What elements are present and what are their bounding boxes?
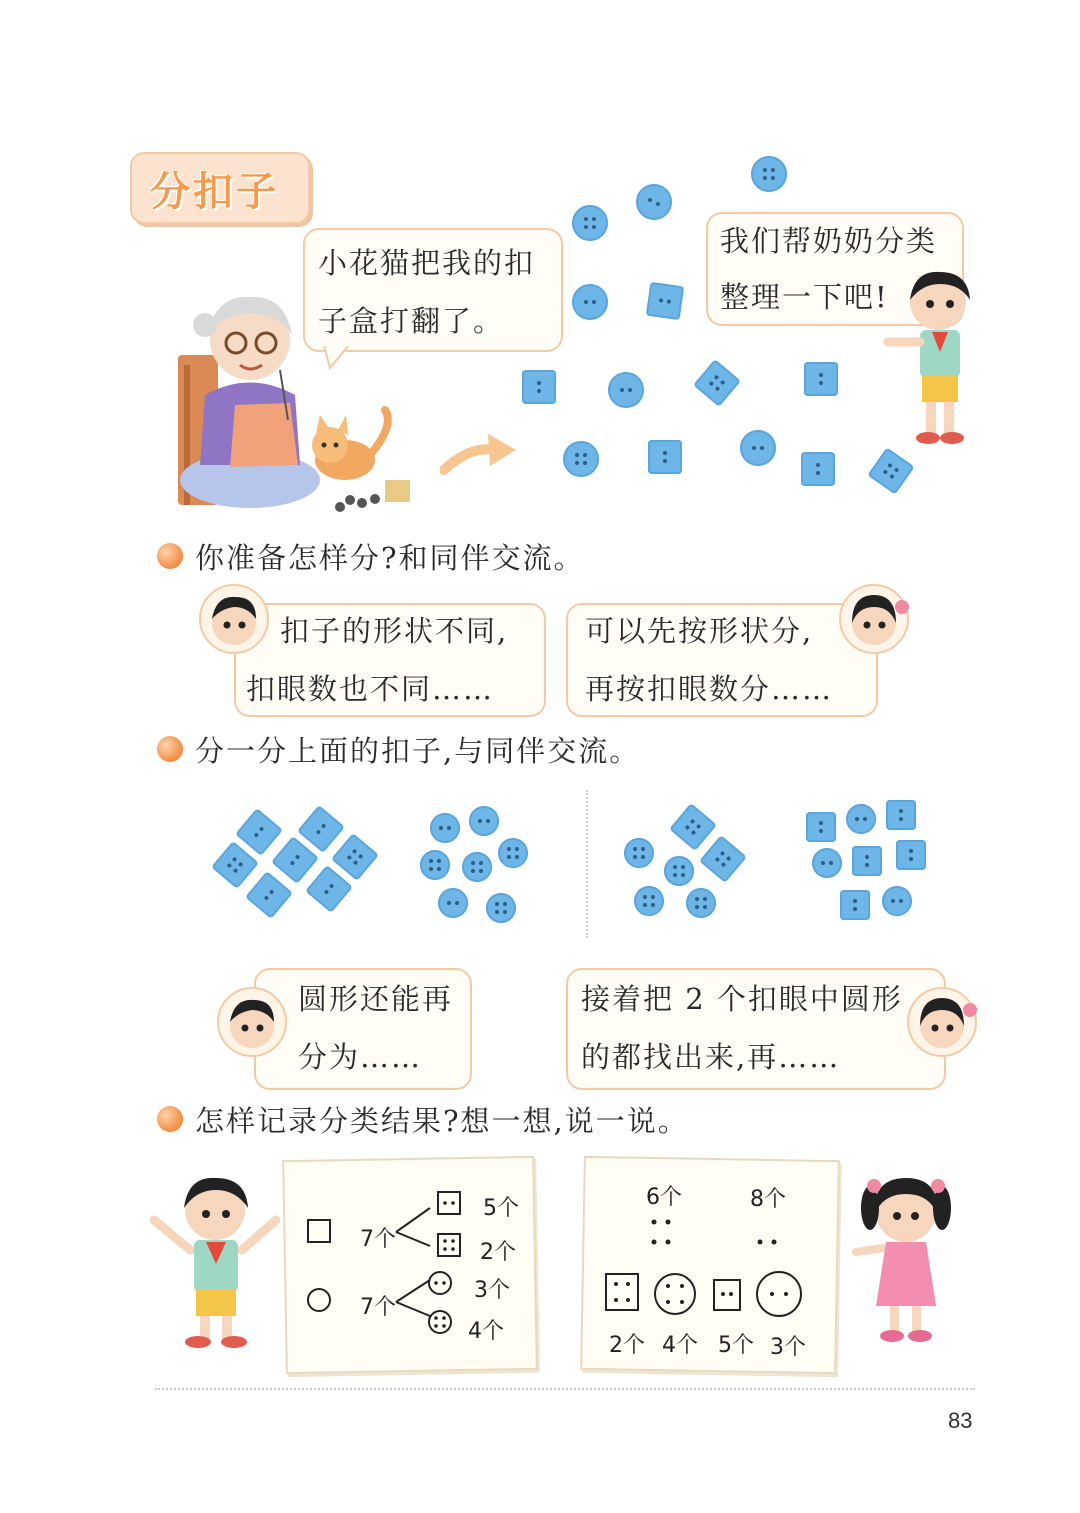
- button-circle: [686, 888, 716, 918]
- question-3-text: 怎样记录分类结果?想一想,说一说。: [195, 1104, 689, 1138]
- boy-illustration-bottom: [150, 1170, 280, 1355]
- boy-avatar-1: [198, 583, 270, 655]
- button-circle: [430, 813, 460, 843]
- button-square: [693, 359, 741, 407]
- girl-avatar-1: [836, 583, 912, 655]
- boy-avatar-2: [216, 986, 288, 1058]
- girl2-bubble-line2: 的都找出来,再……: [581, 1040, 841, 1074]
- boy-illustration-top: [880, 262, 980, 452]
- question-bullet-2: [157, 736, 183, 762]
- button-square: [806, 812, 836, 842]
- button-square: [840, 890, 870, 920]
- button-circle: [498, 838, 528, 868]
- button-square: [699, 835, 747, 883]
- button-square: [522, 370, 556, 404]
- girl-avatar-2: [904, 986, 980, 1058]
- boy-top-bubble-line2: 整理一下吧!: [720, 280, 889, 314]
- result-count-4: 3个: [770, 1335, 806, 1360]
- square-4hole-label: 2个: [480, 1240, 516, 1265]
- question-1-text: 你准备怎样分?和同伴交流。: [195, 541, 585, 575]
- circle-4hole-label: 4个: [468, 1319, 504, 1344]
- button-square: [852, 846, 882, 876]
- grandma-bubble-line2: 子盒打翻了。: [318, 304, 505, 338]
- button-circle: [572, 284, 608, 320]
- four-hole-count-label: 6个: [646, 1185, 682, 1210]
- button-circle: [486, 893, 516, 923]
- button-circle: [608, 372, 644, 408]
- count-diagram: [596, 1210, 816, 1320]
- girl1-bubble-line2: 再按扣眼数分……: [585, 672, 834, 706]
- girl-illustration-bottom: [846, 1168, 966, 1353]
- button-circle: [438, 888, 468, 918]
- button-circle: [469, 806, 499, 836]
- page-number: 83: [948, 1408, 973, 1433]
- section-title: 分扣子: [150, 169, 279, 215]
- button-circle: [563, 441, 599, 477]
- boy2-bubble-line1: 圆形还能再: [298, 982, 454, 1016]
- button-square: [648, 440, 682, 474]
- button-square: [804, 362, 838, 396]
- square-2hole-label: 5个: [483, 1196, 519, 1221]
- result-count-2: 4个: [662, 1333, 698, 1358]
- group-divider: [586, 790, 588, 938]
- button-circle: [812, 848, 842, 878]
- circle-total-label: 7个: [360, 1295, 396, 1320]
- button-circle: [420, 850, 450, 880]
- button-square: [886, 800, 916, 830]
- button-circle: [751, 156, 787, 192]
- footer-dotted-line: [155, 1388, 975, 1390]
- boy1-bubble-line2: 扣眼数也不同……: [246, 672, 495, 706]
- boy2-bubble-line2: 分为……: [298, 1040, 423, 1074]
- result-count-3: 5个: [718, 1333, 754, 1358]
- button-circle: [846, 804, 876, 834]
- square-total-label: 7个: [360, 1227, 396, 1252]
- button-circle: [740, 430, 776, 466]
- question-bullet-3: [157, 1106, 183, 1132]
- button-square: [245, 871, 293, 919]
- button-circle: [634, 886, 664, 916]
- button-circle: [572, 205, 608, 241]
- button-square: [669, 803, 717, 851]
- arrow-icon: [440, 420, 520, 480]
- boy1-bubble-line1: 扣子的形状不同,: [280, 614, 509, 648]
- button-circle: [624, 838, 654, 868]
- button-square: [801, 452, 835, 486]
- button-circle: [664, 856, 694, 886]
- question-bullet-1: [157, 543, 183, 569]
- result-count-1: 2个: [609, 1333, 645, 1358]
- button-square: [896, 840, 926, 870]
- girl2-bubble-line1: 接着把 2 个扣眼中圆形: [581, 982, 903, 1016]
- boy-top-bubble-line1: 我们帮奶奶分类: [720, 224, 938, 258]
- button-square: [867, 447, 914, 494]
- button-circle: [462, 852, 492, 882]
- circle-2hole-label: 3个: [474, 1278, 510, 1303]
- girl1-bubble-line1: 可以先按形状分,: [585, 614, 814, 648]
- button-circle: [636, 184, 672, 220]
- grandma-bubble-line1: 小花猫把我的扣: [318, 246, 536, 280]
- button-square: [646, 282, 684, 320]
- two-hole-count-label: 8个: [750, 1187, 786, 1212]
- button-circle: [882, 886, 912, 916]
- question-2-text: 分一分上面的扣子,与同伴交流。: [195, 734, 641, 768]
